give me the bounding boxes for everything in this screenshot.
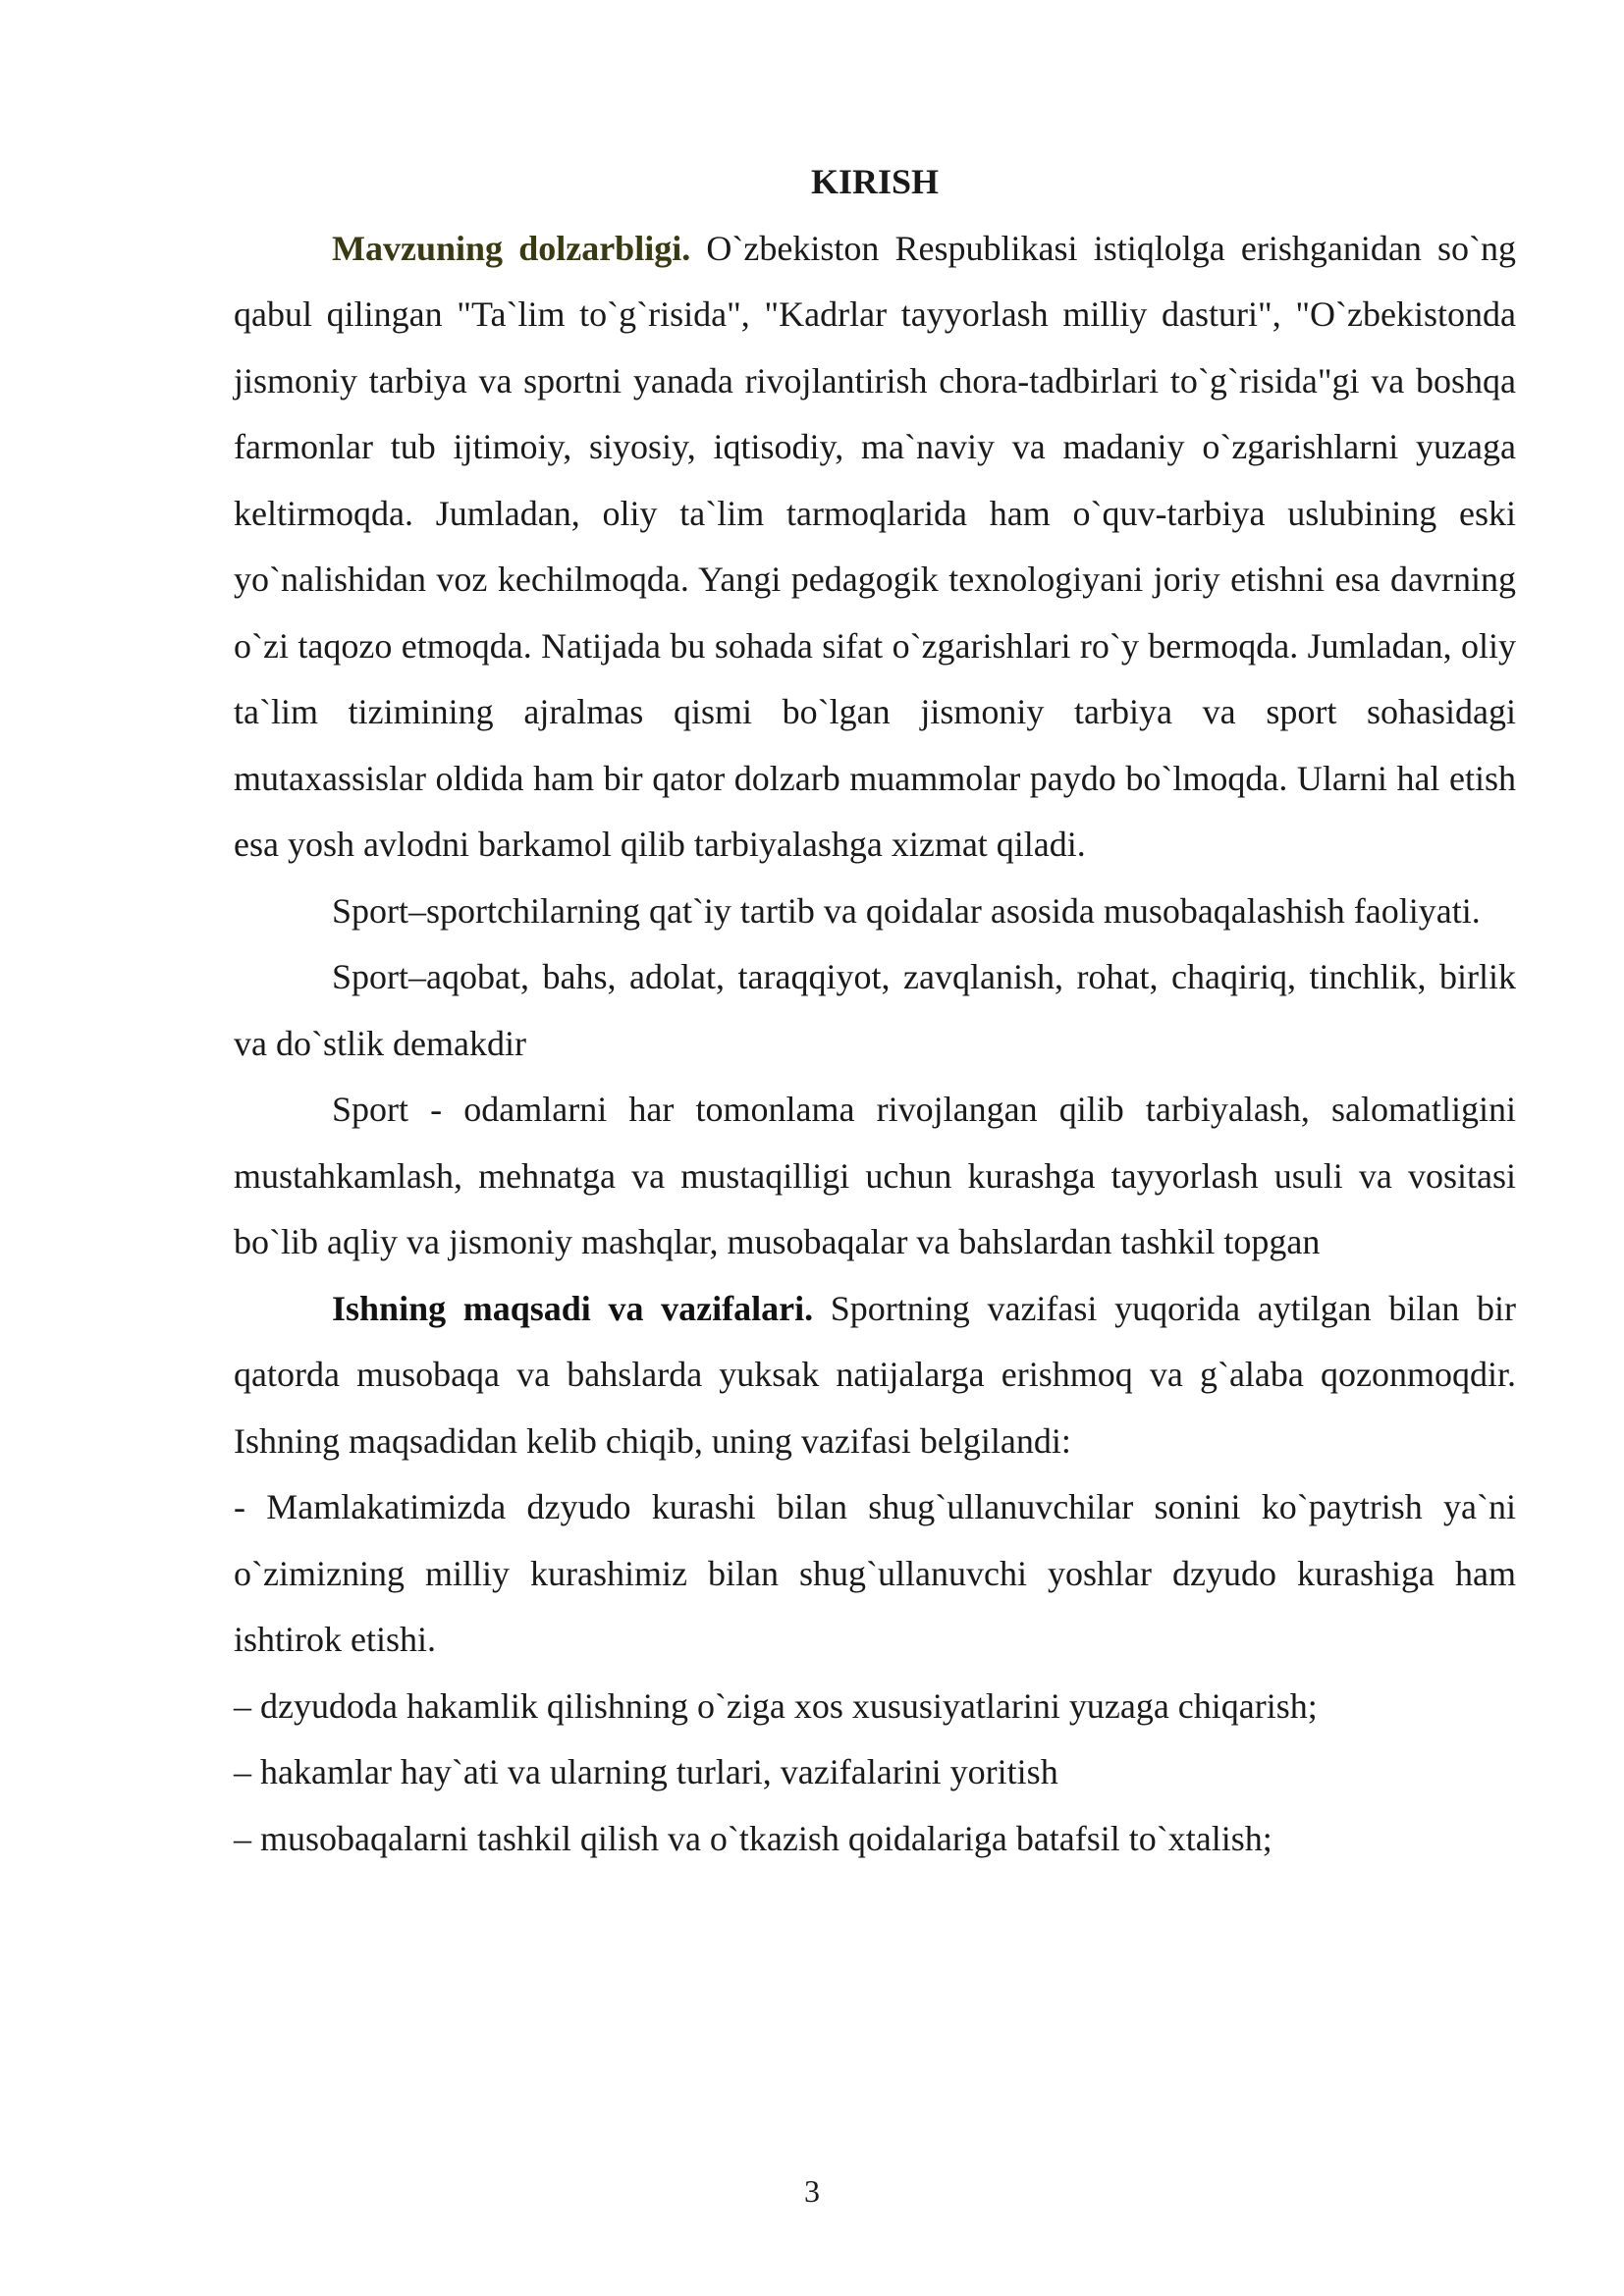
list-item: – hakamlar hay`ati va ularning turlari, vazifalarini yoritish	[234, 1752, 1058, 1791]
list-item: – dzyudoda hakamlik qilishning o`ziga xos xususiyatlarini yuzaga chiqarish;	[234, 1685, 1318, 1726]
page-number: 3	[804, 2173, 820, 2209]
goals-text: Sportning vazifasi yuqorida aytilgan bilan bir qatorda musobaqa va bahslarda yuksak natijalarga erishmoq va g`alaba qozonmoqdir. Ishning maqsadidan kelib chiqib, uning vazifasi belgilandi:	[234, 1288, 1516, 1461]
relevance-heading: Mavzuning dolzarbligi.	[332, 228, 691, 268]
page-title: KIRISH	[810, 162, 940, 201]
list-item: - Mamlakatimizda dzyudo kurashi bilan shug`ullanuvchilar sonini ko`paytrish ya`ni o`zimizning milliy kurashimiz bilan shug`ullanuvchi yoshlar dzyudo kurashiga ham ishtirok etishi.	[234, 1487, 1516, 1659]
page-content	[234, 149, 1516, 1872]
sport-definition-paragraph-3: Sport - odamlarni har tomonlama rivojlangan qilib tarbiyalash, salomatligini mustahkamlash, mehnatga va mustaqilligi uchun kurashga tayyorlash usuli va vositasi bo`lib aqliy va jismoniy mashqlar, musobaqalar va bahslardan tashkil topgan	[234, 1090, 1516, 1261]
relevance-text: O`zbekiston Respublikasi istiqlolga erishganidan so`ng qabul qilingan "Ta`lim to`g`risida", "Kadrlar tayyorlash milliy dasturi", "O`zbekistonda jismoniy tarbiya va sportni yanada rivojlantirish chora-tadbirlari to`g`risida"gi va boshqa farmonlar tub ijtimoiy, siyosiy, iqtisodiy, ma`naviy va madaniy o`zgarishlarni yuzaga keltirmoqda. Jumladan, oliy ta`lim tarmoqlarida ham o`quv-tarbiya uslubining eski yo`nalishidan voz kechilmoqda. Yangi pedagogik texnologiyani joriy etishni esa davrning o`zi taqozo etmoqda. Natijada bu sohada sifat o`zgarishlari ro`y bermoqda. Jumladan, oliy ta`lim tizimining ajralmas qismi bo`lgan jismoniy tarbiya va sport sohasidagi mutaxassislar oldida ham bir qator dolzarb muammolar paydo bo`lmoqda. Ularni hal etish esa yosh avlodni barkamol qilib tarbiyalashga xizmat qiladi.	[234, 228, 1517, 864]
relevance-paragraph	[234, 216, 1516, 879]
sport-definition-paragraph-2: Sport–aqobat, bahs, adolat, taraqqiyot, zavqlanish, rohat, chaqiriq, tinchlik, birlik va do`stlik demakdir	[234, 957, 1516, 1063]
sport-definition-paragraph-1: Sport–sportchilarning qat`iy tartib va qoidalar asosida musobaqalashish faoliyati.	[332, 890, 1481, 931]
list-item: – musobaqalarni tashkil qilish va o`tkazish qoidalariga batafsil to`xtalish;	[234, 1818, 1272, 1858]
goals-heading: Ishning maqsadi va vazifalari.	[332, 1288, 814, 1328]
goals-paragraph	[234, 1276, 1516, 1475]
